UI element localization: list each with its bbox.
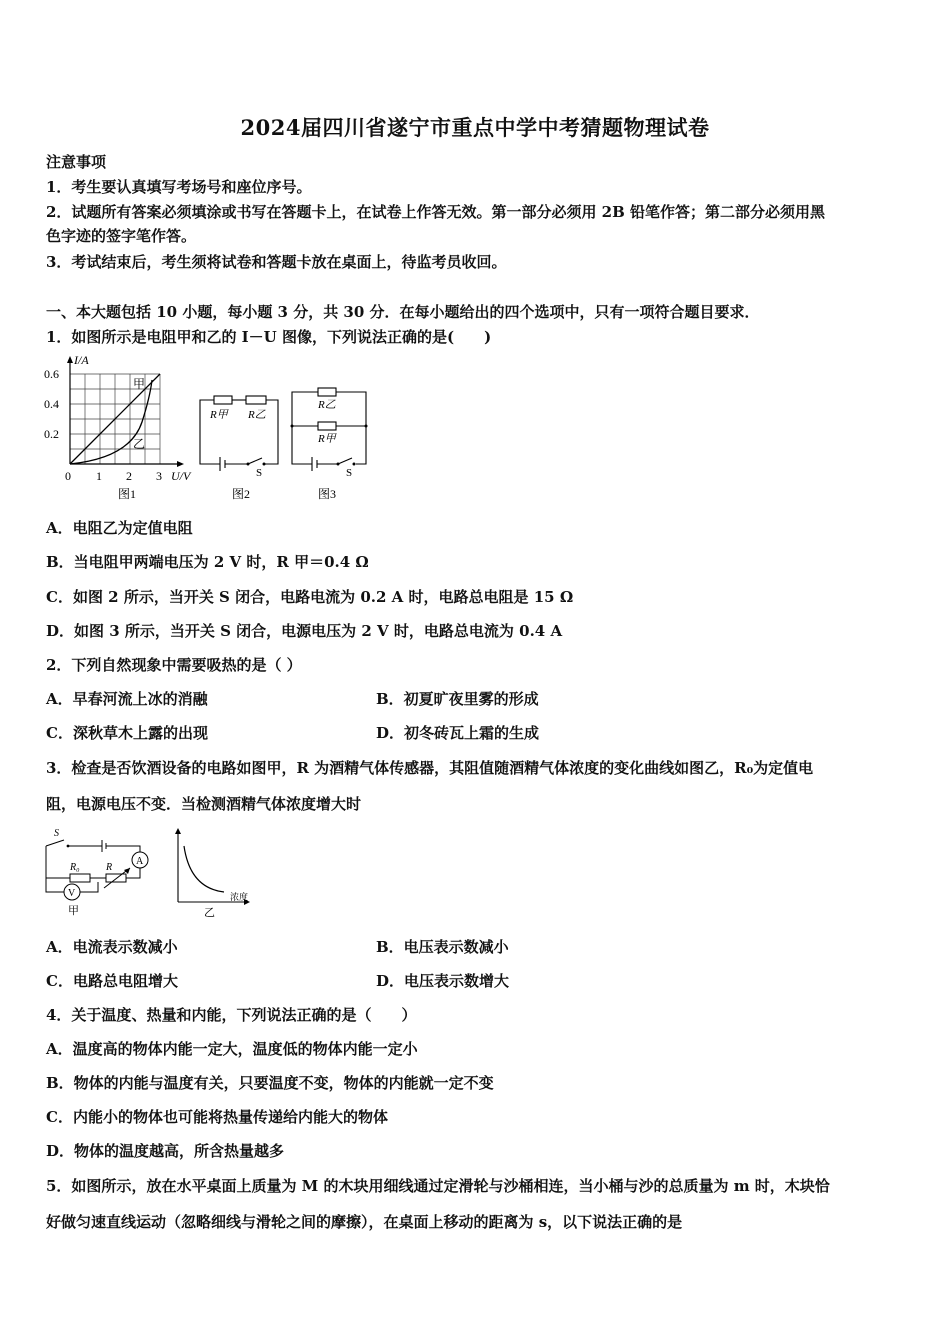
figure-caption: 图2: [232, 487, 251, 500]
x-tick: 2: [126, 469, 132, 483]
x-tick: 1: [96, 469, 102, 483]
q1-option-b: B．当电阻甲两端电压为 2 V 时，R 甲＝0.4 Ω: [46, 553, 369, 571]
question-5-stem: 5．如图所示，放在水平桌面上质量为 M 的木块用细线通过定滑轮与沙桶相连，当小桶与沙的总质量为 m 时，木块恰: [46, 1177, 830, 1195]
y-axis-label: I/A: [74, 353, 89, 367]
page-title: 2024届四川省遂宁市重点中学中考猜题物理试卷: [240, 115, 710, 140]
resistor-label: R乙: [318, 399, 336, 411]
resistor-label: R甲: [318, 433, 336, 445]
q3-option-c: C．电路总电阻增大: [46, 972, 178, 990]
q4-option-c: C．内能小的物体也可能将热量传递给内能大的物体: [46, 1108, 388, 1126]
question-1-stem: 1．如图所示是电阻甲和乙的 I－U 图像，下列说法正确的是( ): [46, 328, 492, 346]
q3-option-b: B．电压表示数减小: [376, 938, 509, 956]
resistor-label: R乙: [248, 409, 266, 421]
section-heading: 一、本大题包括 10 小题，每小题 3 分，共 30 分．在每小题给出的四个选项中，只有一项符合题目要求．: [46, 303, 760, 321]
figure-caption: 甲: [68, 905, 79, 917]
y-tick: 0.6: [44, 367, 59, 381]
question-2-stem: 2．下列自然现象中需要吸热的是（ ）: [46, 656, 302, 674]
x-tick: 0: [65, 469, 71, 483]
notice-heading: 注意事项: [46, 153, 107, 171]
figure-1-iu-graph: [40, 352, 200, 500]
y-tick: 0.2: [44, 427, 59, 441]
q1-option-a: A．电阻乙为定值电阻: [46, 519, 193, 537]
q2-option-a: A．早春河流上冰的消融: [46, 690, 208, 708]
switch-label: S: [346, 467, 353, 479]
x-axis-label: 浓度: [230, 892, 249, 902]
voltmeter-label: V: [68, 888, 76, 899]
notice-item-3: 3．考试结束后，考生须将试卷和答题卡放在桌面上，待监考员收回。: [46, 253, 507, 271]
switch-label: S: [256, 467, 263, 479]
x-axis-label: U/V: [171, 469, 191, 483]
q2-option-b: B．初夏旷夜里雾的形成: [376, 690, 539, 708]
question-4-stem: 4．关于温度、热量和内能，下列说法正确的是（ ）: [46, 1006, 417, 1024]
question-3-stem-cont: 阻，电源电压不变．当检测酒精气体浓度增大时: [46, 795, 362, 813]
curve-label-yi: 乙: [133, 437, 146, 451]
q3-option-a: A．电流表示数减小: [46, 938, 178, 956]
resistor-label: R甲: [210, 409, 228, 421]
notice-item-1: 1．考生要认真填写考场号和座位序号。: [46, 178, 312, 196]
switch-label: S: [54, 828, 59, 839]
q1-option-d: D．如图 3 所示，当开关 S 闭合，电源电压为 2 V 时，电路总电流为 0.4 A: [46, 622, 563, 640]
notice-item-2: 2．试题所有答案必须填涂或书写在答题卡上，在试卷上作答无效。第一部分必须用 2B 铅笔作答；第二部分必须用黑: [46, 203, 826, 221]
y-tick: 0.4: [44, 397, 59, 411]
figure-caption: 图3: [318, 487, 337, 500]
concentration-curve: [184, 846, 224, 892]
resistor-label: R₀: [70, 862, 80, 873]
q4-option-b: B．物体的内能与温度有关，只要温度不变，物体的内能就一定不变: [46, 1074, 494, 1092]
resistor-label: R: [106, 862, 113, 873]
notice-item-2-cont: 色字迹的签字笔作答。: [46, 227, 197, 245]
figure-caption: 乙: [204, 907, 215, 919]
q1-option-c: C．如图 2 所示，当开关 S 闭合，电路电流为 0.2 A 时，电路总电阻是 15 Ω: [46, 588, 574, 606]
figure-2-series-circuit: [196, 386, 286, 500]
figure-q3-curve: [170, 826, 260, 920]
q2-option-c: C．深秋草木上露的出现: [46, 724, 208, 742]
question-3-stem: 3．检查是否饮酒设备的电路如图甲，R 为酒精气体传感器，其阻值随酒精气体浓度的变化曲线如图乙，R₀为定值电: [46, 759, 814, 777]
q2-option-d: D．初冬砖瓦上霜的生成: [376, 724, 540, 742]
curve-label-jia: 甲: [133, 377, 146, 391]
q4-option-a: A．温度高的物体内能一定大，温度低的物体内能一定小: [46, 1040, 418, 1058]
figure-3-parallel-circuit: [288, 386, 378, 500]
x-tick: 3: [156, 469, 162, 483]
question-5-stem-cont: 好做匀速直线运动（忽略细线与滑轮之间的摩擦），在桌面上移动的距离为 s，以下说法正确的是: [46, 1213, 683, 1231]
ammeter-label: A: [136, 856, 144, 867]
figure-caption: 图1: [118, 487, 137, 500]
q3-option-d: D．电压表示数增大: [376, 972, 510, 990]
q4-option-d: D．物体的温度越高，所含热量越多: [46, 1142, 285, 1160]
figure-q3-circuit: [40, 826, 160, 920]
